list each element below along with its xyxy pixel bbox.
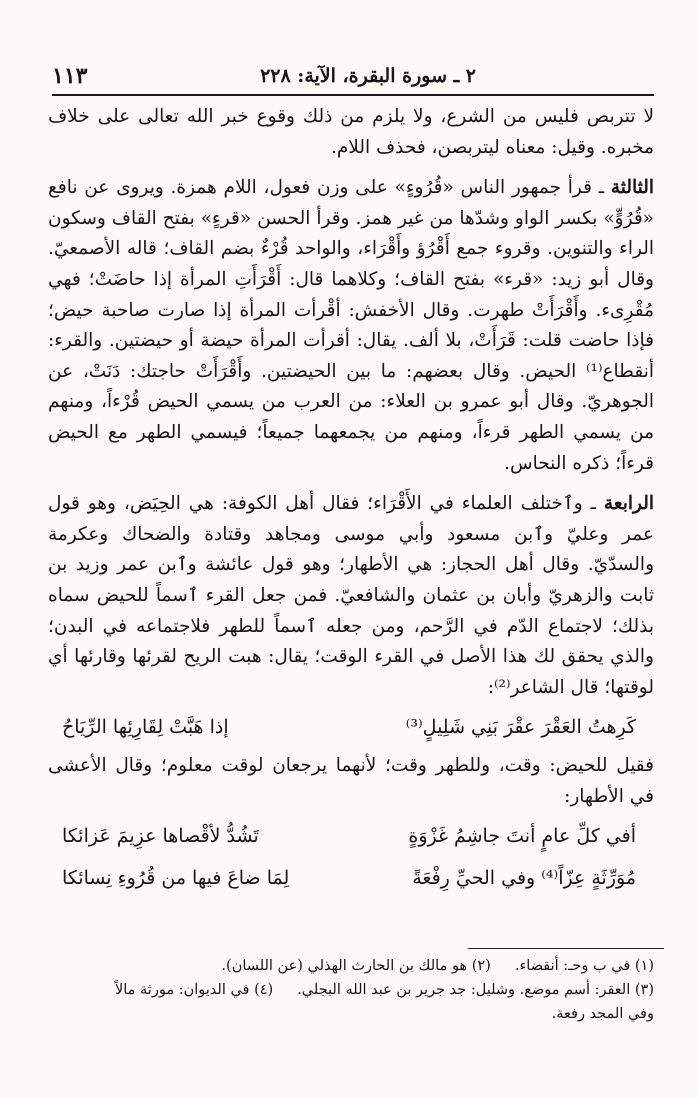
footnote-4: (٤) في الديوان: مورثة مالاً — [114, 982, 274, 998]
page-number: ١١٣ — [52, 63, 88, 89]
verse-hemistich-right: أفي كلِّ عامٍ أنتَ جاشِمُ غَزْوَةٍ — [408, 825, 636, 848]
paragraph-third: الثالثة ـ قرأ جمهور الناس «قُرُوءٍ» على وزن فعول، اللام همزة. ويروى عن نافع «قُرُوٍّ» بكسر الواو وشدّها من غير همز. وقرأ الحسن «قرءٍ» بفتح القاف وسكون الراء والتنوين. وقروء جمع أَقْرُؤ وأَقْرَاء، والواحد قُرْءٌ بضم القاف؛ قاله الأصمعيّ. وقال أبو زيد: «قرء» بفتح القاف؛ وكلاهما قال: أَقْرَأَتِ المرأة إذا حاضَتْ؛ فهي مُقْرِىء. وأَقْرَأَتْ طهرت. وقال الأخفش: أقْرأت المرأة إذا صارت صاحبة حيض؛ فإذا حاضت قلت: قَرَأَتْ، بلا ألف. يقال: أقرأت المرأة حيضة أو حيضتين. والقرء: أنقطاع⁽¹⁾ الحيض. وقال بعضهم: ما بين الحيضتين. وأَقْرَأَتْ حاجتك: دَنَتْ، عن الجوهريّ. وقال أبو عمرو بن العلاء: من العرب من يسمي الحيض قُرْءاً، ومنهم من يسمي الطهر قرءاً، ومنهم من يجمعهما جميعاً؛ فيسمي الطهر مع الحيض قرءاً؛ ذكره النحاس. — [48, 177, 654, 474]
poem-verse-3 — [62, 860, 636, 896]
verse-hemistich-left: لِمَا ضاعَ فيها من قُرُوءِ نِسائكا — [62, 867, 290, 890]
page-header — [52, 58, 654, 96]
footnote-1: (١) في ب وحـ: أنقضاء. — [514, 958, 654, 974]
footnotes — [48, 954, 654, 1026]
section-lead-fourth: الرابعة — [603, 493, 654, 515]
footnote-row — [48, 954, 654, 978]
verse-hemistich-right: مُوَرِّثَةٍ عِزّاً⁽⁴⁾ وفي الحيِّ رِفْعَةً — [412, 867, 636, 890]
verse-hemistich-right: كَرِهتُ العَقْرَ عقْرَ بَنِي شَلِيلٍ⁽³⁾ — [405, 716, 636, 739]
verse-hemistich-left: تَشُدُّ لأقْصاها عزِيمَ عَزائكا — [62, 825, 259, 848]
paragraph-mid: فقيل للحيض: وقت، وللطهر وقت؛ لأنهما يرجعان لوقت معلوم؛ وقال الأعشى في الأطهار: — [48, 755, 654, 807]
footnote-divider — [468, 948, 664, 949]
page-body — [48, 102, 654, 902]
footnote-2: (٢) هو مالك بن الحارث الهذلي (عن اللسان). — [221, 958, 491, 974]
verse-hemistich-left: إذا هَبَّتْ لِقَارِئِها الرِّيَاحُ — [62, 716, 229, 739]
footnote-3: (٣) العقر: أسم موضع. وشليل: جد جرير بن عبد الله البجلي. — [297, 982, 654, 998]
section-lead-third: الثالثة — [610, 177, 654, 199]
footnote-row — [48, 978, 654, 1002]
paragraph-intro: لا تتربص فليس من الشرع، ولا يلزم من ذلك وقوع خبر الله تعالى على خلاف مخبره. وقيل: معناه ليتربصن، فحذف اللام. — [48, 106, 654, 158]
poem-verse-1 — [62, 709, 636, 745]
poem-verse-2 — [62, 818, 636, 854]
footnote-4-continuation: وفي المجد رفعة. — [551, 1006, 654, 1022]
paragraph-fourth: الرابعة ـ وٱختلف العلماء في الأَقْرَاء؛ فقال أهل الكوفة: هي الحِيَض، وهو قول عمر وعليّ وٱبن مسعود وأبي موسى ومجاهد وقتادة والضحاك وعكرمة والسدّيّ. وقال أهل الحجاز: هي الأطهار؛ وهو قول عائشة وٱبن عمر وزيد بن ثابت والزهريّ وأبان بن عثمان والشافعيّ. فمن جعل القرء ٱسماً للحيض سماه بذلك؛ لاجتماع الدّم في الرَّحم، ومن جعله ٱسماً للطهر فلاجتماعه في البدن؛ والذي يحقق لك هذا الأصل في القرء الوقت؛ يقال: هبت الريح لقرئها وقارئها أي لوقتها؛ قال الشاعر⁽²⁾: — [48, 493, 654, 698]
running-title: ٢ ـ سورة البقرة، الآية: ٢٢٨ — [260, 65, 476, 87]
